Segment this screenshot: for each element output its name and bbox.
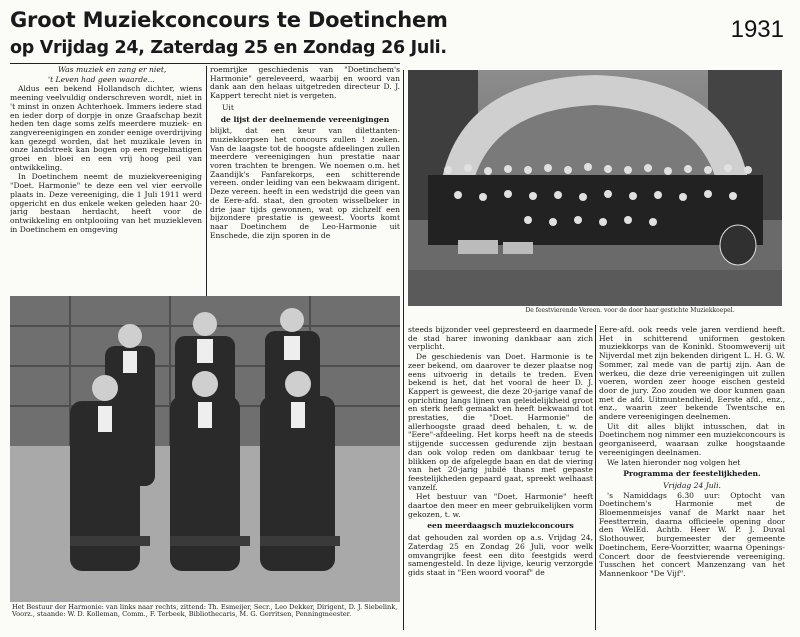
section-heading: de lijst der deelnemende vereenigingen: [220, 114, 390, 124]
headline: Groot Muziekconcours te Doetinchem: [10, 8, 448, 32]
band-photo-caption: De feestvierende Vereen. voor de door haar gestichte Muziekkoepel.: [525, 307, 735, 314]
sub-headline: op Vrijdag 24, Zaterdag 25 en Zondag 26 Juli.: [10, 38, 447, 58]
paragraph: dat gehouden zal worden op a.s. Vrijdag 24, Zaterdag 25 en Zondag 26 Juli, voor welk omvangrijke feest een dito feestgids werd samengesteld. In deze lijvige, keurig verzorgde gids staat in "Een woord vooraf" de: [408, 533, 593, 577]
article-column-4: [599, 326, 785, 630]
paragraph: We laten hieronder nog volgen het: [607, 457, 741, 467]
paragraph-lead: Uit: [222, 102, 234, 112]
paragraph: steeds bijzonder veel gepresteerd en daarmede de stad harer inwoning dankbaar aan zich verplicht.: [408, 326, 593, 352]
paragraph: 's Namiddags 6.30 uur: Optocht van Doetinchem's Harmonie met de Bloemenmeisjes vanaf de Markt naar het Feestterrein, daarna officieele opening door den WelEd. Achtb. Heer W. P. J. Duval Slothouwer, burgemeester der gemeente Doetinchem, Eere-Voorzitter, waarna Openings-Concert door de feestvierende vereeniging. Tusschen het concert Manzenzang van het Mannenkoor "De Vijf".: [599, 490, 785, 578]
article-column-3: [408, 326, 593, 630]
paragraph: blijkt, dat een keur van dilettanten-muziekkorpsen het concours zullen ! zoeken. Van de laagste tot de hoogste afdeelingen zullen meerdere vereenigingen hun prestatie naar voren trachten te brengen. We noemen o.m. het Zaandijk's Fanfarekorps, een schitterende vereen. onder leiding van een bekwaam dirigent. Deze vereen. heeft in een wedstrijd die geen van de Eere-afd. staat, den grooten wisselbeker in drie jaar tijds gewonnen, wat op zichzelf een bijzondere prestatie is geweest. Voorts komt naar Doetinchem de Leo-Harmonie uit Enschede, die zijn sporen in de: [210, 126, 400, 240]
program-day: Vrijdag 24 Juli.: [663, 480, 721, 490]
paragraph: roemrijke geschiedenis van "Doetinchem's Harmonie" gereleveerd, waarbij en woord van dank aan den helaas uitgetreden directeur D. J. Kappert terecht niet is vergeten.: [210, 66, 400, 101]
paragraph: Eere-afd. ook reeds vele jaren verdiend heeft. Het in schitterend uniformen gestoken muziekkorps van de Koninkl. Stoomweverij uit Nijverdal met zijn bekenden dirigent L. H. G. W. Sommer, zal mede van de partij zijn. Aan de werkeu, die deze drie vereenigingen uit zullen voeren, worden zeer hooge eischen gesteld door de jury. Zoo zouden we door kunnen gaan met de afd. Uitmuntendheid, Eerste afd., enz., enz., waarin zeer bekende Twentsche en andere vereenigingen deelnemen.: [599, 326, 785, 422]
header-rule: [10, 63, 400, 64]
column-divider: [403, 70, 404, 630]
board-photo: [10, 296, 400, 602]
paragraph: Het bestuur van "Doet. Harmonie" heeft daartoe den meer en meer gebruikelijken vorm gekozen, t. w.: [408, 492, 593, 519]
band-photo: [408, 70, 782, 306]
article-column-1: [10, 66, 202, 296]
paragraph: De geschiedenis van Doet. Harmonie is te zeer bekend, om daarover te dezer plaatse nog eens uitvoerig in details te treden. Even bekend is het, dat het vooral de heer D. J. Kappert is geweest, die deze 20-jarige vanaf de oprichting langs lijnen van geleidelijkheid groot en sterk heeft gemaakt en heeft bekwaamd tot prestaties, die "Doet. Harmonie" de allerhoogste graad deed behalen, t. w. de "Eere"-afdeeling. Het korps heeft na de steeds stijgende successen gedurende zijn bestaan dan ook volop reden om dankbaar terug te blikken op de afgelegde baan en dat de viering van het 20-jarig jubilé thans met gepaste feestelijkheden gepaard gaat, spreekt welhaast vanzelf.: [408, 352, 593, 492]
paragraph: In Doetinchem neemt de muziekvereeniging "Doet. Harmonie" te deze een vel vier eervolle plaats in. Deze vereeniging, die 1 Juli 1911 werd opgericht en dus enkele weken geleden haar 20-jarig bestaan herdacht, heeft voor de ontwikkeling en ontplooiing van het muziekleven in Doetinchem en omgeving: [10, 172, 202, 234]
paragraph: Aldus een bekend Hollandsch dichter, wiens meening veelvuldig onderschreven wordt, niet in 't minst in onzen Achterhoek. Immers iedere stad en ieder dorp of dorpje in onze Graafschap bezit heden ten dage soms zelfs meerdere muziek- en zangvereenigingen en zonder eenige overdrijving kan gezegd worden, dat het muzikale leven in onze landstreek kan bogen op een regelmatigen groei en bloei en een vrij hoog peil van ontwikkeling.: [10, 84, 202, 172]
section-heading: een meerdaagsch muziekconcours: [427, 521, 574, 531]
section-heading: Programma der feestelijkheden.: [623, 469, 761, 479]
motto-line-1: Was muziek en zang er niet,: [58, 66, 167, 74]
motto-line-2: 't Leven had geen waarde...: [48, 74, 155, 84]
column-divider: [595, 325, 596, 630]
article-column-2: [210, 66, 400, 296]
board-photo-caption: Het Bestuur der Harmonie: van links naar rechts, zittend: Th. Esmeijer, Secr., Leo Dekker, Dirigent, D. J. Siebelink, Voorz., staande: W. D. Kolleman, Comm., F. Terbeek, Bibliothecaris, M. G. Gerritsen, Penningmeester.: [12, 603, 398, 619]
year-label: 1931: [730, 16, 784, 43]
paragraph: Uit dit alles blijkt intusschen, dat in Doetinchem nog nimmer een muziekconcours is georganiseerd, waaraan zulke hoogstaande vereenigingen deelnamen.: [599, 421, 785, 457]
column-divider: [206, 66, 207, 298]
